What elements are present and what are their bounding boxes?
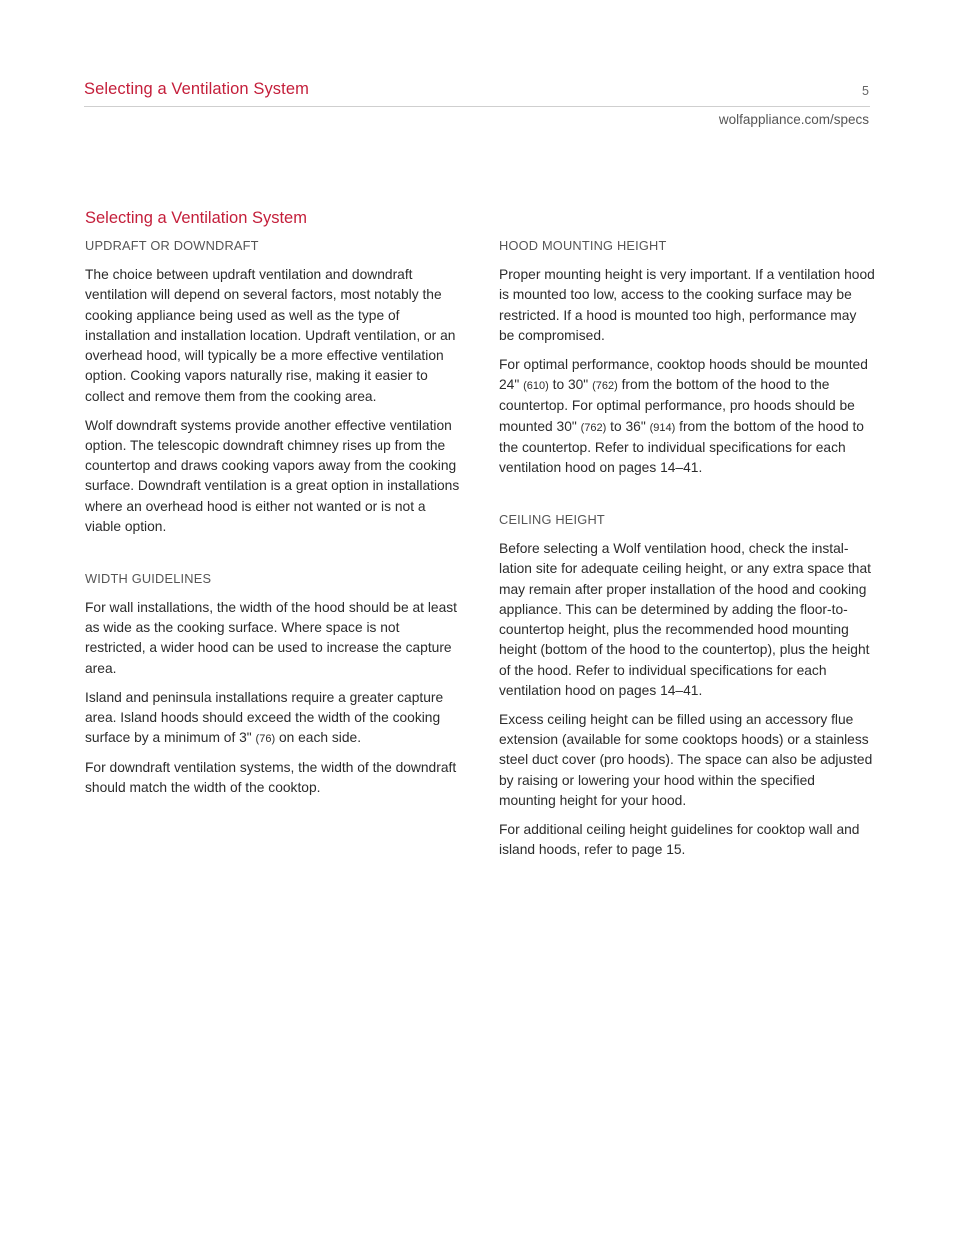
mounting-p2-c: from the bottom of the hood to the countertop. For optimal performance, pro hoods should be mounted 30" [499,376,855,434]
metric-value: (762) [580,421,607,434]
left-column [85,207,461,807]
mounting-paragraph-2 [499,355,875,479]
mounting-heading: HOOD MOUNTING HEIGHT [499,238,667,253]
updraft-paragraph-2: Wolf downdraft systems provide another effective ventilation option. The telescopic downdraft chimney rises up from the countertop and draws cooking vapors away from the cooking surface. Downdraft ventilation is a great option in installations where an overhead hood is either not wanted or is not a viable option. [85,417,460,535]
right-column [499,207,875,869]
ceiling-paragraph-1: Before selecting a Wolf ventilation hood, check the installation site for adequate ceiling height, or any extra space that may remain after proper installation of the hood and cooking appliance. This can be determined by adding the floor-to-countertop height, plus the recommended hood mounting height (bottom of the hood to the countertop), plus the height of the hood. Refer to individual specifications for each ventilation hood on pages 14–41. [499,540,871,699]
mounting-p2-e: from the bottom of the hood to the countertop. Refer to individual specifications for each ventilation hood on pages 14–41. [499,418,864,476]
mounting-p2-a: For optimal performance, cooktop hoods should be mounted 24" [499,356,868,392]
metric-value: (914) [649,421,676,434]
header-title: Selecting a Ventilation System [84,80,309,98]
width-paragraph-1: For wall installations, the width of the hood should be at least as wide as the cooking surface. Where space is not restricted, a wider hood can be used to increase the capture area. [85,599,457,676]
width-heading: WIDTH GUIDELINES [85,570,212,586]
ceiling-heading: CEILING HEIGHT [499,511,605,527]
mounting-paragraph-1: Proper mounting height is very important. If a ventilation hood is mounted too low, access to the cooking surface may be restricted. If a hood is mounted too high, performance may be compromised. [499,267,875,343]
site-url: wolfappliance.com/specs [718,112,869,127]
page-number: 5 [862,84,869,98]
metric-value: (762) [592,379,618,392]
width-p2-end: on each side. [278,730,362,746]
ceiling-paragraph-2: Excess ceiling height can be filled using an accessory flue extension (available for some cooktops hoods) or a stainless steel duct cover (pro hoods). The space can also be adjusted by raising or lowering your hood within the specified mounting height for your hood. [499,711,873,809]
mounting-p2-d: to 36" [610,418,646,434]
section-title: Selecting a Ventilation System [85,209,307,227]
header-divider [84,106,870,107]
ceiling-paragraph-3: For additional ceiling height guidelines for cooktop wall and island hoods, refer to page 15. [499,821,860,858]
metric-value: (610) [523,379,549,392]
width-paragraph-3: For downdraft ventilation systems, the width of the downdraft should match the width of the cooktop. [85,759,457,796]
updraft-paragraph-1: The choice between updraft ventilation and downdraft ventilation will depend on several factors, most notably the cooking appliance being used as well as the type of installation and installation location. Updraft ventilation, or an overhead hood, will typically be a more effective ventilation option. Cooking vapors naturally rise, making it easier to collect and remove them from the cooking area. [85,267,456,404]
mounting-p2-b: to 30" [552,376,589,392]
width-paragraph-2 [85,688,461,750]
metric-value: (76) [255,733,276,746]
width-p2-text: Island and peninsula installations require a greater capture area. Island hoods should exceed the width of the cooking surface by a minimum of 3" [85,689,444,746]
updraft-heading: UPDRAFT OR DOWNDRAFT [85,238,259,253]
